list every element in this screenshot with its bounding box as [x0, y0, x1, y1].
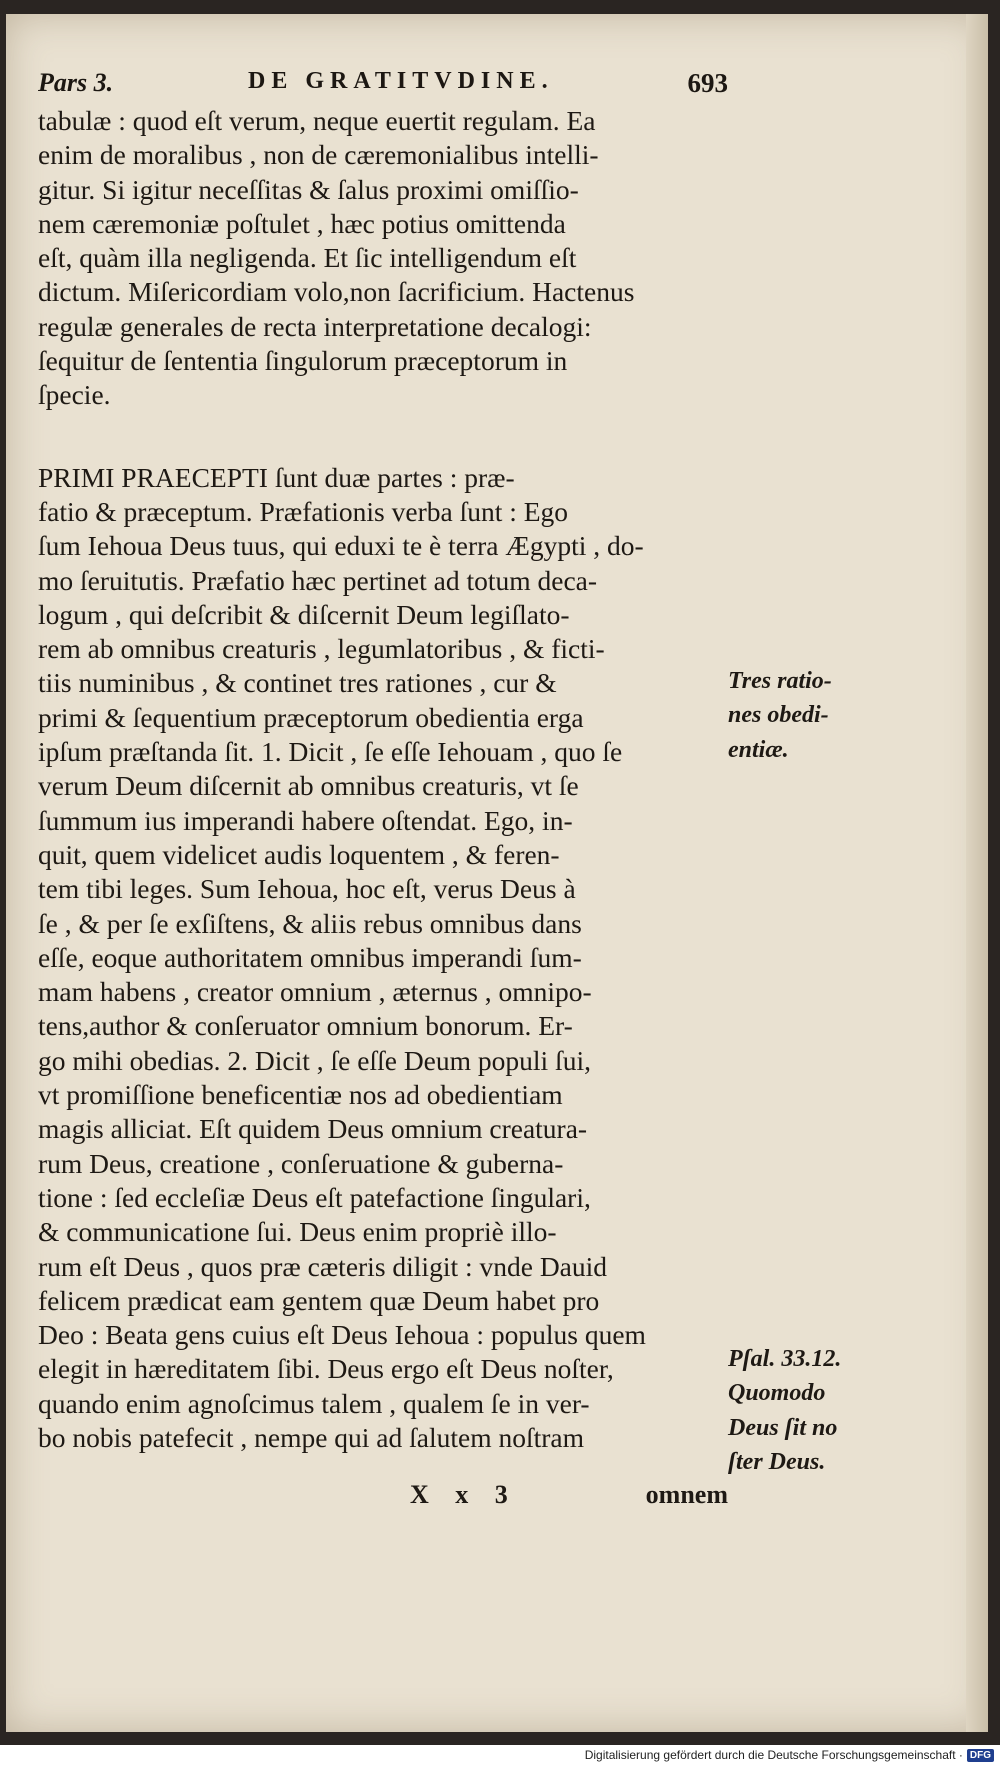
- text-line: mo ſeruitutis. Præfatio hæc pertinet ad totum deca-: [38, 564, 598, 596]
- margin-note-psalm: [728, 1342, 841, 1479]
- text-line: regulæ generales de recta interpretatione decalogi:: [38, 310, 592, 342]
- text-line: elegit in hæreditatem ſibi. Deus ergo eſt Deus noſter,: [38, 1353, 614, 1385]
- text-line: tem tibi leges. Sum Iehoua, hoc eſt, verus Deus à: [38, 873, 576, 905]
- text-line: primi & ſequentium præceptorum obedientia erga: [38, 701, 584, 733]
- text-line: ſummum ius imperandi habere oſtendat. Ego, in-: [38, 804, 573, 836]
- text-line: gitur. Si igitur neceſſitas & ſalus proximi omiſſio-: [38, 173, 579, 205]
- text-line: & communicatione ſui. Deus enim propriè illo-: [38, 1216, 557, 1248]
- paragraph-1: [38, 104, 724, 413]
- text-line: bo nobis patefecit , nempe qui ad ſalutem noſtram: [38, 1421, 585, 1453]
- main-text: [38, 104, 724, 1455]
- header-part: Pars 3.: [38, 68, 114, 97]
- text-line: quit, quem videlicet audis loquentem , & feren-: [38, 838, 560, 870]
- text-line: ſum Iehoua Deus tuus, qui eduxi te è terra Ægypti , do-: [38, 530, 644, 562]
- text-line: enim de moralibus , non de cæremonialibus intelli-: [38, 139, 599, 171]
- text-line: magis alliciat. Eſt quidem Deus omnium creatura-: [38, 1113, 588, 1145]
- margin-line: Pſal. 33.12.: [728, 1346, 842, 1372]
- text-line: eſſe, eoque authoritatem omnibus imperandi ſum-: [38, 941, 582, 973]
- page-number: 693: [687, 68, 728, 98]
- text-line: dictum. Miſericordiam volo,non ſacrificium. Hactenus: [38, 276, 635, 308]
- running-header: [38, 62, 728, 102]
- text-line: rum eſt Deus , quos præ cæteris diligit : vnde Dauid: [38, 1250, 608, 1282]
- digitization-credit: [585, 1748, 994, 1762]
- page-edge: [966, 14, 988, 1732]
- text-line: go mihi obedias. 2. Dicit , ſe eſſe Deum populi ſui,: [38, 1044, 591, 1076]
- text-line: verum Deum diſcernit ab omnibus creaturis, vt ſe: [38, 770, 579, 802]
- margin-line: Tres ratio-: [728, 668, 832, 694]
- text-line: fatio & præceptum. Præfationis verba ſunt : Ego: [38, 495, 569, 527]
- text-line: ipſum præſtanda ſit. 1. Dicit , ſe eſſe Iehouam , quo ſe: [38, 736, 623, 768]
- text-line: nem cæremoniæ poſtulet , hæc potius omittenda: [38, 207, 566, 239]
- margin-line: Deus ſit no: [728, 1414, 838, 1441]
- signature-mark: X x 3: [410, 1480, 518, 1509]
- text-line: ſpecie.: [38, 379, 111, 411]
- page-footer: [38, 1480, 728, 1520]
- margin-line: ſter Deus.: [728, 1448, 826, 1475]
- text-line: logum , qui deſcribit & diſcernit Deum legiſlato-: [38, 598, 570, 630]
- text-line: vt promiſſione beneficentiæ nos ad obedientiam: [38, 1079, 563, 1111]
- text-line: felicem prædicat eam gentem quæ Deum habet pro: [38, 1284, 600, 1316]
- dfg-logo: DFG: [967, 1749, 994, 1762]
- credit-text: Digitalisierung gefördert durch die Deutsche Forschungsgemeinschaft ·: [584, 1748, 963, 1762]
- text-line: tione : ſed eccleſiæ Deus eſt patefactione ſingulari,: [38, 1181, 591, 1213]
- text-line: Deo : Beata gens cuius eſt Deus Iehoua : populus quem: [38, 1319, 646, 1351]
- text-line: ſequitur de ſententia ſingulorum præceptorum in: [38, 345, 568, 377]
- paragraph-gap: [38, 413, 724, 461]
- text-line: eſt, quàm illa negligenda. Et ſic intelligendum eſt: [38, 242, 577, 274]
- text-line: quando enim agnoſcimus talem , qualem ſe in ver-: [38, 1387, 590, 1419]
- text-line: tiis numinibus , & continet tres rationes , cur &: [38, 667, 557, 699]
- margin-line: nes obedi-: [728, 702, 829, 729]
- text-line: mam habens , creator omnium , æternus , omnipo-: [38, 976, 592, 1008]
- margin-line: Quomodo: [728, 1380, 826, 1407]
- text-line: tens,author & conſeruator omnium bonorum. Er-: [38, 1010, 573, 1042]
- text-line: tabulæ : quod eſt verum, neque euertit regulam. Ea: [38, 105, 596, 136]
- text-line: ſe , & per ſe exſiſtens, & aliis rebus omnibus dans: [38, 907, 582, 939]
- text-line: PRIMI PRAECEPTI ſunt duæ partes : præ-: [38, 461, 515, 493]
- paragraph-2: [38, 461, 724, 1456]
- margin-note-rationes: [728, 664, 832, 767]
- header-title: DE GRATITVDINE.: [248, 68, 554, 94]
- text-line: rem ab omnibus creaturis , legumlatoribus , & ficti-: [38, 633, 605, 665]
- catchword: omnem: [645, 1480, 728, 1509]
- text-line: rum Deus, creatione , conſeruatione & guberna-: [38, 1147, 564, 1179]
- margin-line: entiæ.: [728, 736, 789, 763]
